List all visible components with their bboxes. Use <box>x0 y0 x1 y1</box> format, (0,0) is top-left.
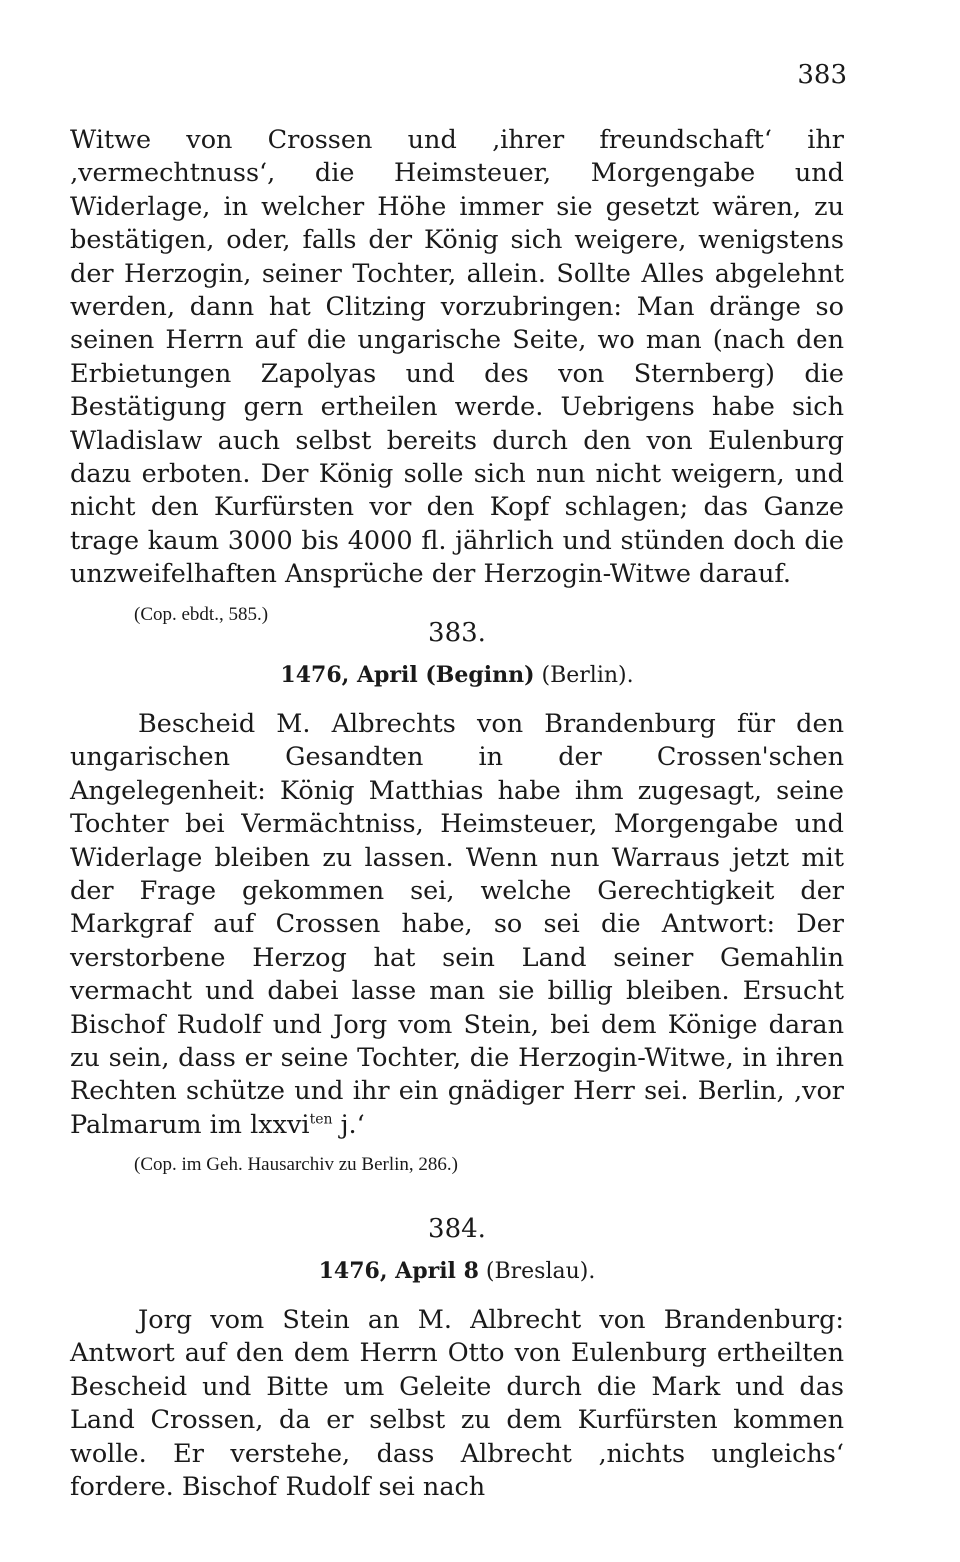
entry-date <box>70 662 844 688</box>
entry-place: (Breslau). <box>485 1259 596 1284</box>
entry-date-bold: 1476, April 8 <box>318 1258 479 1284</box>
entry-384 <box>70 1214 844 1504</box>
entry-text-tail: j.‘ <box>332 1109 365 1140</box>
source-citation: (Cop. ebdt., 585.) <box>134 603 269 625</box>
entry-text-superscript: ten <box>309 1111 333 1128</box>
entry-place: (Berlin). <box>541 663 634 688</box>
entry-number: 384. <box>428 1214 486 1244</box>
entry-text: Bescheid M. Albrechts von Brandenburg für den ungarischen Gesandten in der Crossen'schen Angelegenheit: König Matthias habe ihm zugesagt, seine Tochter bei Vermächtniss, Heimsteuer, Morgengabe und Widerlage bleiben zu lassen. Wenn nun Warraus jetzt mit der Frage gekommen sei, welche Gerechtigkeit der Markgraf auf Crossen habe, so sei die Antwort: Der verstorbene Herzog hat sein Land seiner Gemahlin vermacht und dabei lasse man sie billig bleiben. Ersucht Bischof Rudolf und Jorg vom Stein, bei dem Könige daran zu sein, dass er seine Tochter, die Herzogin-Witwe, in ihren Rechten schütze und ihr ein gnädiger Herr sei. Berlin, ‚vor Palmarum im lxxvi <box>70 709 844 1140</box>
source-citation: (Cop. im Geh. Hausarchiv zu Berlin, 286.) <box>134 1154 458 1176</box>
continued-paragraph: Witwe von Crossen und ‚ihrer freundschaft‘ ihr ‚vermechtnuss‘, die Heimsteuer, Morgengabe und Widerlage, in welcher Höhe immer sie gesetzt wären, zu bestätigen, oder, falls der König sich weigere, wenigstens der Herzogin, seiner Tochter, allein. Sollte Alles abgelehnt werden, dann hat Clitzing vorzubringen: Man dränge so seinen Herrn auf die ungarische Seite, wo man (nach den Erbietungen Zapolyas und des von Sternberg) die Bestätigung gern ertheilen werde. Uebrigens habe sich Wladislaw auch selbst bereits durch den von Eulenburg dazu erboten. Der König solle sich nun nicht weigern, und nicht den Kurfürsten vor den Kopf schlagen; das Ganze trage kaum 3000 bis 4000 fl. jährlich und stünden doch die unzweifelhaften Ansprüche der Herzogin-Witwe darauf. <box>70 125 844 590</box>
entry-383 <box>70 618 844 1176</box>
entry-paragraph <box>70 708 844 1142</box>
entry-paragraph: Jorg vom Stein an M. Albrecht von Brandenburg: Antwort auf den dem Herrn Otto von Eulenburg ertheilten Bescheid und Bitte um Geleite durch die Mark und das Land Crossen, da er selbst zu dem Kurfürsten kommen wolle. Er verstehe, dass Albrecht ‚nichts ungleichs‘ fordere. Bischof Rudolf sei nach <box>70 1305 844 1503</box>
continued-section <box>70 124 844 626</box>
entry-date <box>70 1258 844 1284</box>
page-number: 383 <box>797 60 847 90</box>
entry-date-bold: 1476, April (Beginn) <box>280 662 535 688</box>
entry-number: 383. <box>428 618 486 648</box>
